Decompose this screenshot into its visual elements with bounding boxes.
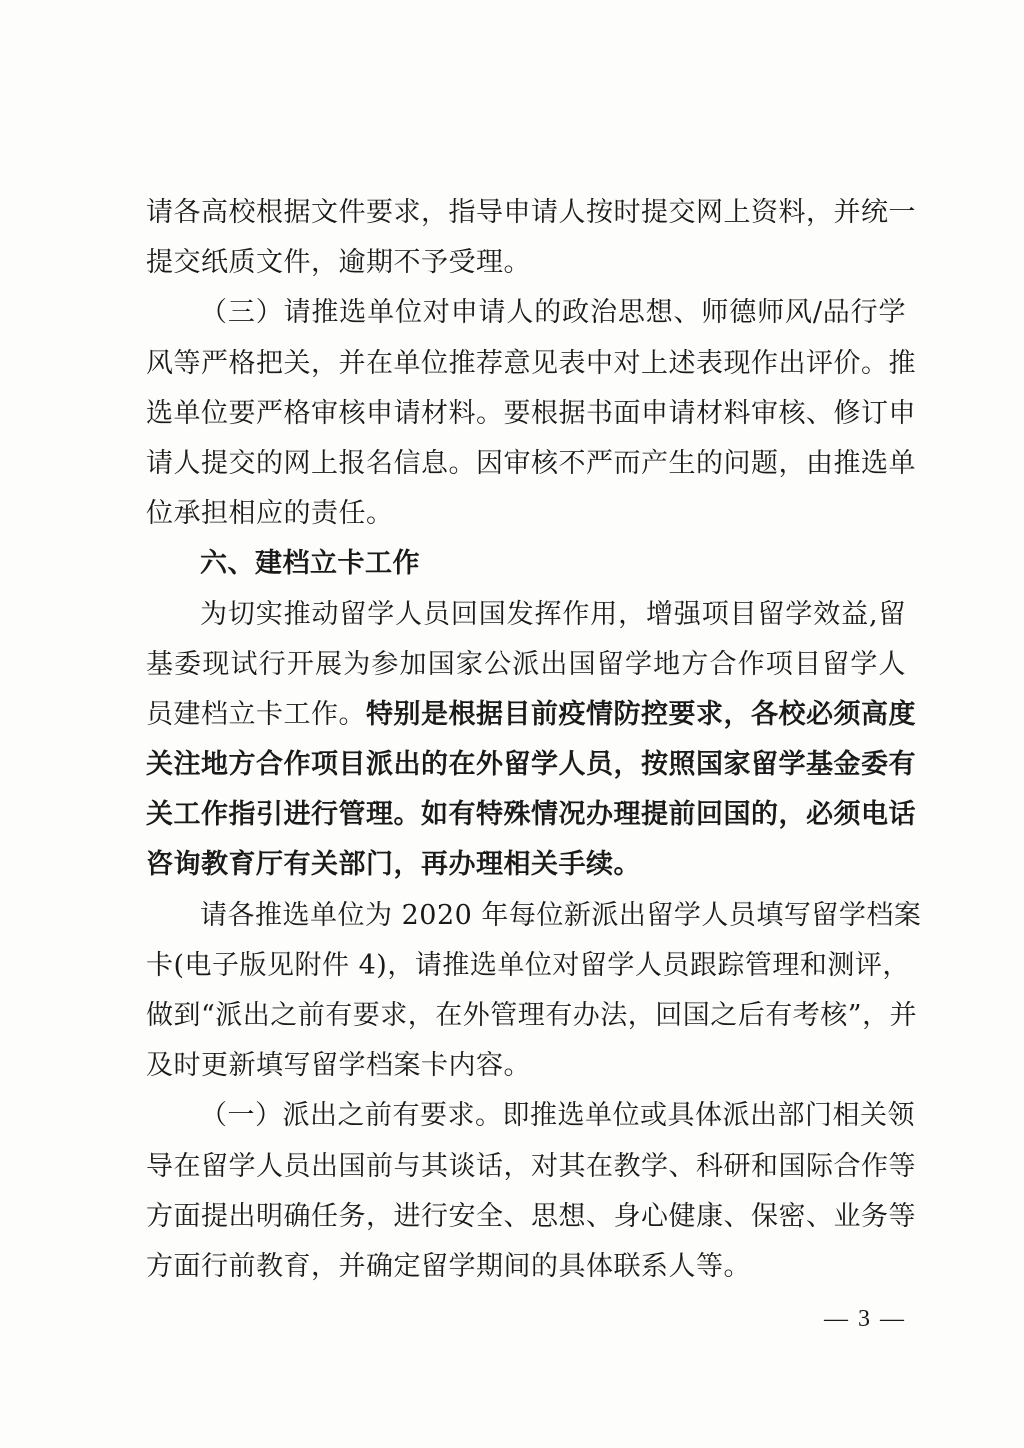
text-line-19: （一）派出之前有要求。即推选单位或具体派出部门相关领: [200, 1100, 915, 1132]
text-line-22: 方面行前教育，并确定留学期间的具体联系人等。: [146, 1250, 751, 1282]
page-number: — 3 —: [824, 1306, 906, 1332]
text-line-10: 基委现试行开展为参加国家公派出国留学地方合作项目留学人: [146, 648, 906, 680]
text-line-21: 方面提出明确任务，进行安全、思想、身心健康、保密、业务等: [146, 1200, 916, 1232]
text-line-3: （三）请推选单位对申请人的政治思想、师德师风/品行学: [200, 297, 906, 329]
text-line-9: 为切实推动留学人员回国发挥作用，增强项目留学效益,留: [200, 598, 906, 630]
text-line-11-normal: 员建档立卡工作。: [146, 698, 366, 730]
text-line-14: 咨询教育厅有关部门，再办理相关手续。: [146, 849, 641, 881]
text-line-6: 请人提交的网上报名信息。因审核不严而产生的问题，由推选单: [146, 447, 916, 479]
text-line-17: 做到“派出之前有要求，在外管理有办法，回国之后有考核”，并: [146, 1000, 918, 1031]
text-line-11-bold: 特别是根据目前疫情防控要求，各校必须高度: [366, 698, 916, 730]
document-body: [146, 188, 922, 1292]
text-line-16: 卡(电子版见附件 4)，请推选单位对留学人员跟踪管理和测评，: [146, 949, 910, 981]
text-line-15: 请各推选单位为 2020 年每位新派出留学人员填写留学档案: [200, 899, 922, 931]
text-line-4: 风等严格把关，并在单位推荐意见表中对上述表现作出评价。推: [146, 347, 916, 379]
text-line-1: 请各高校根据文件要求，指导申请人按时提交网上资料，并统一: [146, 197, 916, 228]
text-line-7: 位承担相应的责任。: [146, 498, 394, 530]
text-line-2: 提交纸质文件，逾期不予受理。: [146, 247, 531, 279]
text-line-18: 及时更新填写留学档案卡内容。: [146, 1050, 531, 1082]
text-line-13: 关工作指引进行管理。如有特殊情况办理提前回国的，必须电话: [146, 799, 916, 831]
text-line-12: 关注地方合作项目派出的在外留学人员，按照国家留学基金委有: [146, 749, 916, 781]
text-line-20: 导在留学人员出国前与其谈话，对其在教学、科研和国际合作等: [146, 1150, 916, 1182]
text-line-5: 选单位要严格审核申请材料。要根据书面申请材料审核、修订申: [146, 397, 916, 429]
section-heading: 六、建档立卡工作: [200, 548, 420, 580]
text-line-11: [146, 690, 916, 740]
